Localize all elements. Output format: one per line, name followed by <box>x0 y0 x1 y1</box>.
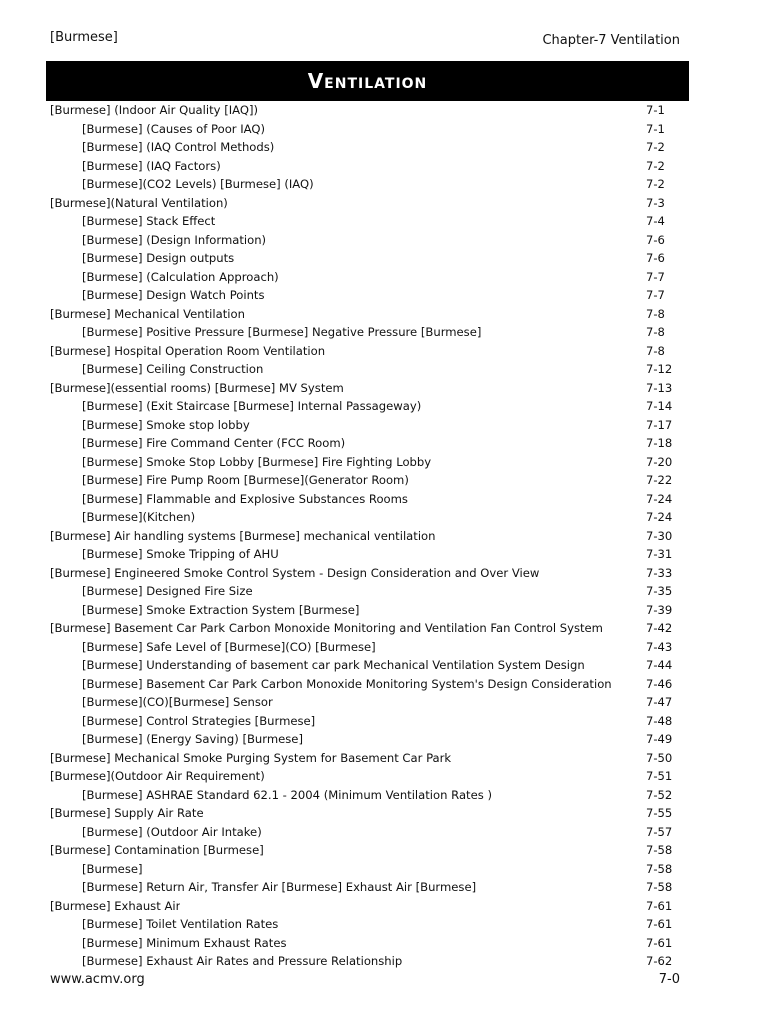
toc-entry <box>50 379 686 398</box>
toc-entry <box>50 823 686 842</box>
toc-entry <box>50 749 686 768</box>
toc-entry-page: 7-58 <box>646 843 673 857</box>
toc-entry-page: 7-55 <box>646 806 673 820</box>
table-of-contents <box>50 101 686 971</box>
toc-entry-page: 7-17 <box>646 417 673 432</box>
toc-entry-page: 7-50 <box>646 750 673 765</box>
toc-entry <box>50 471 686 490</box>
toc-entry-text: [Burmese] Smoke Extraction System [Burmese] <box>82 602 360 617</box>
toc-entry-page: 7-42 <box>646 621 673 635</box>
toc-entry-text: [Burmese] (Energy Saving) [Burmese] <box>82 732 303 746</box>
toc-entry <box>50 305 686 324</box>
toc-entry-page: 7-35 <box>646 584 673 598</box>
toc-entry-text: [Burmese] Hospital Operation Room Ventilation <box>50 343 326 358</box>
toc-entry-page: 7-39 <box>646 602 673 617</box>
toc-entry <box>50 490 686 509</box>
toc-entry-text: [Burmese] (Calculation Approach) <box>82 269 279 284</box>
toc-entry-text: [Burmese] (Design Information) <box>82 232 267 247</box>
toc-entry-text: [Burmese] <box>82 861 143 876</box>
toc-entry-page: 7-24 <box>646 510 673 524</box>
toc-entry-text: [Burmese] Fire Command Center (FCC Room) <box>82 436 346 450</box>
toc-entry-text: [Burmese] Safe Level of [Burmese](CO) [Burmese] <box>82 639 376 654</box>
page-title: Ventilation <box>46 61 689 101</box>
toc-entry-page: 7-7 <box>646 269 665 284</box>
toc-entry <box>50 582 686 601</box>
toc-entry <box>50 286 686 305</box>
toc-entry-text: [Burmese](CO)[Burmese] Sensor <box>82 695 273 709</box>
toc-entry-page: 7-2 <box>646 158 665 173</box>
toc-entry-text: [Burmese] Positive Pressure [Burmese] Negative Pressure [Burmese] <box>82 325 482 339</box>
toc-entry-text: [Burmese] (Causes of Poor IAQ) <box>82 121 266 136</box>
toc-entry-page: 7-44 <box>646 658 673 672</box>
toc-entry-text: [Burmese] (IAQ Factors) <box>82 158 221 173</box>
toc-entry-page: 7-61 <box>646 917 673 931</box>
toc-entry <box>50 638 686 657</box>
toc-entry-page: 7-47 <box>646 695 673 709</box>
toc-entry-page: 7-31 <box>646 547 673 561</box>
toc-entry-text: [Burmese] Smoke Tripping of AHU <box>82 547 279 561</box>
toc-entry-page: 7-6 <box>646 232 665 247</box>
toc-entry-page: 7-30 <box>646 528 673 543</box>
toc-entry-text: [Burmese] Flammable and Explosive Substances Rooms <box>82 491 408 506</box>
toc-entry <box>50 360 686 379</box>
toc-entry-text: [Burmese] Smoke stop lobby <box>82 417 250 432</box>
toc-entry-text: [Burmese](Kitchen) <box>82 510 196 524</box>
toc-entry <box>50 342 686 361</box>
toc-entry <box>50 157 686 176</box>
toc-entry-text: [Burmese] Return Air, Transfer Air [Burmese] Exhaust Air [Burmese] <box>82 880 477 894</box>
toc-entry-text: [Burmese](Outdoor Air Requirement) <box>50 769 265 783</box>
toc-entry-text: [Burmese] Basement Car Park Carbon Monoxide Monitoring and Ventilation Fan Control System <box>50 621 603 635</box>
toc-entry <box>50 397 686 416</box>
toc-entry-text: [Burmese] Exhaust Air Rates and Pressure Relationship <box>82 954 403 968</box>
toc-entry-page: 7-24 <box>646 491 673 506</box>
toc-entry <box>50 268 686 287</box>
toc-entry-text: [Burmese] Designed Fire Size <box>82 584 253 598</box>
toc-entry-page: 7-1 <box>646 103 665 117</box>
toc-entry <box>50 545 686 564</box>
toc-entry-page: 7-14 <box>646 399 673 413</box>
toc-entry <box>50 619 686 638</box>
toc-entry-text: [Burmese] (Outdoor Air Intake) <box>82 824 262 839</box>
toc-entry-page: 7-61 <box>646 935 673 950</box>
toc-entry-text: [Burmese] (Exit Staircase [Burmese] Internal Passageway) <box>82 399 422 413</box>
toc-entry-page: 7-33 <box>646 565 673 580</box>
toc-entry-page: 7-48 <box>646 713 673 728</box>
toc-entry-text: [Burmese] Control Strategies [Burmese] <box>82 713 316 728</box>
toc-entry <box>50 120 686 139</box>
toc-entry-text: [Burmese] Supply Air Rate <box>50 806 204 820</box>
toc-entry-text: [Burmese] Contamination [Burmese] <box>50 843 264 857</box>
toc-entry-text: [Burmese] Stack Effect <box>82 214 216 228</box>
toc-entry <box>50 564 686 583</box>
toc-entry-text: [Burmese] ASHRAE Standard 62.1 - 2004 (Minimum Ventilation Rates ) <box>82 787 492 802</box>
toc-entry-page: 7-6 <box>646 251 665 265</box>
toc-entry <box>50 730 686 749</box>
toc-entry-page: 7-51 <box>646 769 673 783</box>
toc-entry <box>50 656 686 675</box>
toc-entry-page: 7-57 <box>646 824 673 839</box>
toc-entry-page: 7-52 <box>646 787 673 802</box>
toc-entry-text: [Burmese] Mechanical Ventilation <box>50 306 245 321</box>
toc-entry-text: [Burmese](CO2 Levels) [Burmese] (IAQ) <box>82 177 314 191</box>
toc-entry <box>50 693 686 712</box>
toc-entry <box>50 175 686 194</box>
toc-entry-text: [Burmese] Ceiling Construction <box>82 362 264 376</box>
toc-entry-text: [Burmese] Smoke Stop Lobby [Burmese] Fire Fighting Lobby <box>82 454 432 469</box>
toc-entry <box>50 527 686 546</box>
toc-entry <box>50 952 686 971</box>
toc-entry-page: 7-61 <box>646 898 673 913</box>
toc-entry-text: [Burmese] Exhaust Air <box>50 898 181 913</box>
toc-entry-page: 7-1 <box>646 121 665 136</box>
toc-entry-text: [Burmese](essential rooms) [Burmese] MV System <box>50 380 344 395</box>
toc-entry <box>50 915 686 934</box>
toc-entry-page: 7-13 <box>646 380 673 395</box>
toc-entry <box>50 434 686 453</box>
toc-entry-text: [Burmese] Air handling systems [Burmese] mechanical ventilation <box>50 528 436 543</box>
toc-entry <box>50 878 686 897</box>
toc-entry-page: 7-8 <box>646 306 665 321</box>
toc-entry-page: 7-58 <box>646 861 673 876</box>
toc-entry <box>50 194 686 213</box>
toc-entry-page: 7-49 <box>646 732 673 746</box>
toc-entry <box>50 841 686 860</box>
toc-entry-text: [Burmese] Engineered Smoke Control System - Design Consideration and Over View <box>50 565 540 580</box>
toc-entry-page: 7-2 <box>646 140 665 154</box>
toc-entry-text: [Burmese] (Indoor Air Quality [IAQ]) <box>50 103 259 117</box>
toc-entry <box>50 508 686 527</box>
toc-entry-text: [Burmese] Understanding of basement car park Mechanical Ventilation System Design <box>82 658 585 672</box>
toc-entry-page: 7-2 <box>646 177 665 191</box>
toc-entry-text: [Burmese] Minimum Exhaust Rates <box>82 935 287 950</box>
toc-entry <box>50 212 686 231</box>
toc-entry <box>50 675 686 694</box>
toc-entry <box>50 249 686 268</box>
toc-entry-page: 7-3 <box>646 195 665 210</box>
toc-entry <box>50 804 686 823</box>
toc-entry-page: 7-8 <box>646 343 665 358</box>
toc-entry-page: 7-22 <box>646 473 673 487</box>
toc-entry-text: [Burmese](Natural Ventilation) <box>50 195 228 210</box>
toc-entry <box>50 453 686 472</box>
toc-entry-page: 7-46 <box>646 676 673 691</box>
toc-entry-page: 7-20 <box>646 454 673 469</box>
toc-entry <box>50 786 686 805</box>
toc-entry-page: 7-8 <box>646 325 665 339</box>
toc-entry-page: 7-12 <box>646 362 673 376</box>
toc-entry <box>50 767 686 786</box>
header-left-text: [Burmese] <box>50 30 118 45</box>
toc-entry-text: [Burmese] (IAQ Control Methods) <box>82 140 275 154</box>
toc-entry-text: [Burmese] Fire Pump Room [Burmese](Generator Room) <box>82 473 409 487</box>
toc-entry-page: 7-58 <box>646 880 673 894</box>
toc-entry <box>50 712 686 731</box>
toc-entry <box>50 138 686 157</box>
toc-entry-text: [Burmese] Mechanical Smoke Purging System for Basement Car Park <box>50 750 452 765</box>
toc-entry-page: 7-18 <box>646 436 673 450</box>
toc-entry <box>50 231 686 250</box>
toc-entry <box>50 897 686 916</box>
toc-entry <box>50 416 686 435</box>
toc-entry-page: 7-62 <box>646 954 673 968</box>
toc-entry-page: 7-7 <box>646 288 665 302</box>
footer-url: www.acmv.org <box>50 972 145 987</box>
toc-entry <box>50 934 686 953</box>
toc-entry-text: [Burmese] Basement Car Park Carbon Monoxide Monitoring System's Design Consideration <box>82 676 612 691</box>
toc-entry-text: [Burmese] Design outputs <box>82 251 235 265</box>
toc-entry <box>50 601 686 620</box>
toc-entry <box>50 101 686 120</box>
toc-entry <box>50 323 686 342</box>
toc-entry-text: [Burmese] Design Watch Points <box>82 288 265 302</box>
toc-entry-page: 7-4 <box>646 214 665 228</box>
toc-entry-text: [Burmese] Toilet Ventilation Rates <box>82 917 279 931</box>
page-number: 7-0 <box>658 972 680 987</box>
toc-entry <box>50 860 686 879</box>
chapter-label: Chapter-7 Ventilation <box>542 33 680 48</box>
toc-entry-page: 7-43 <box>646 639 673 654</box>
